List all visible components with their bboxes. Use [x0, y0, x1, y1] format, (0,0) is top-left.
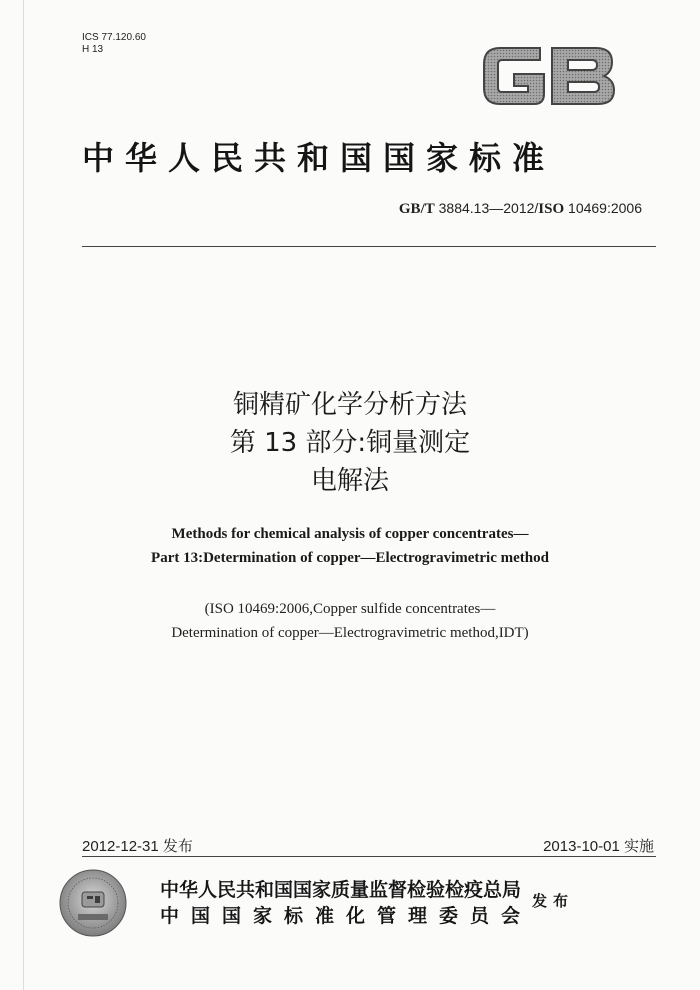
publish-label: 发布 [532, 892, 575, 910]
title-en-line1: Methods for chemical analysis of copper concentrates— [171, 526, 529, 542]
footer-divider [82, 856, 656, 857]
iso-number: 10469:2006 [568, 200, 642, 216]
publisher-sac: 中国国家标准化管理委员会 [160, 905, 533, 927]
iso-reference [0, 597, 700, 645]
implementation-date: 2013-10-01 实施 [543, 838, 654, 855]
standard-number-body: 3884.13—2012/ [438, 200, 539, 216]
publisher-aqsiq: 中华人民共和国国家质量监督检验检疫总局 [160, 879, 522, 901]
iso-ref-line1: (ISO 10469:2006,Copper sulfide concentrates— [204, 601, 496, 617]
category-code: H 13 [82, 44, 104, 55]
classification-codes [82, 32, 146, 56]
title-zh-line2: 第 13 部分:铜量测定 [229, 428, 471, 458]
header-divider [82, 246, 656, 247]
anti-counterfeit-seal-icon [58, 868, 128, 938]
title-en-line2: Part 13:Determination of copper—Electrogravimetric method [151, 550, 549, 566]
iso-prefix: ISO [538, 201, 565, 217]
title-zh-line3: 电解法 [310, 466, 389, 496]
issue-date: 2012-12-31 发布 [82, 838, 193, 855]
national-standard-title: 中华人民共和国国家标准 [82, 139, 556, 177]
title-zh-line1: 铜精矿化学分析方法 [232, 390, 467, 420]
ics-code: ICS 77.120.60 [82, 32, 146, 43]
gb-logo-icon [478, 40, 620, 112]
document-title-zh [0, 386, 700, 500]
iso-ref-line2: Determination of copper—Electrogravimetric method,IDT) [171, 625, 529, 641]
standard-number [399, 200, 642, 218]
standard-prefix: GB/T [398, 201, 435, 217]
document-title-en [0, 522, 700, 570]
